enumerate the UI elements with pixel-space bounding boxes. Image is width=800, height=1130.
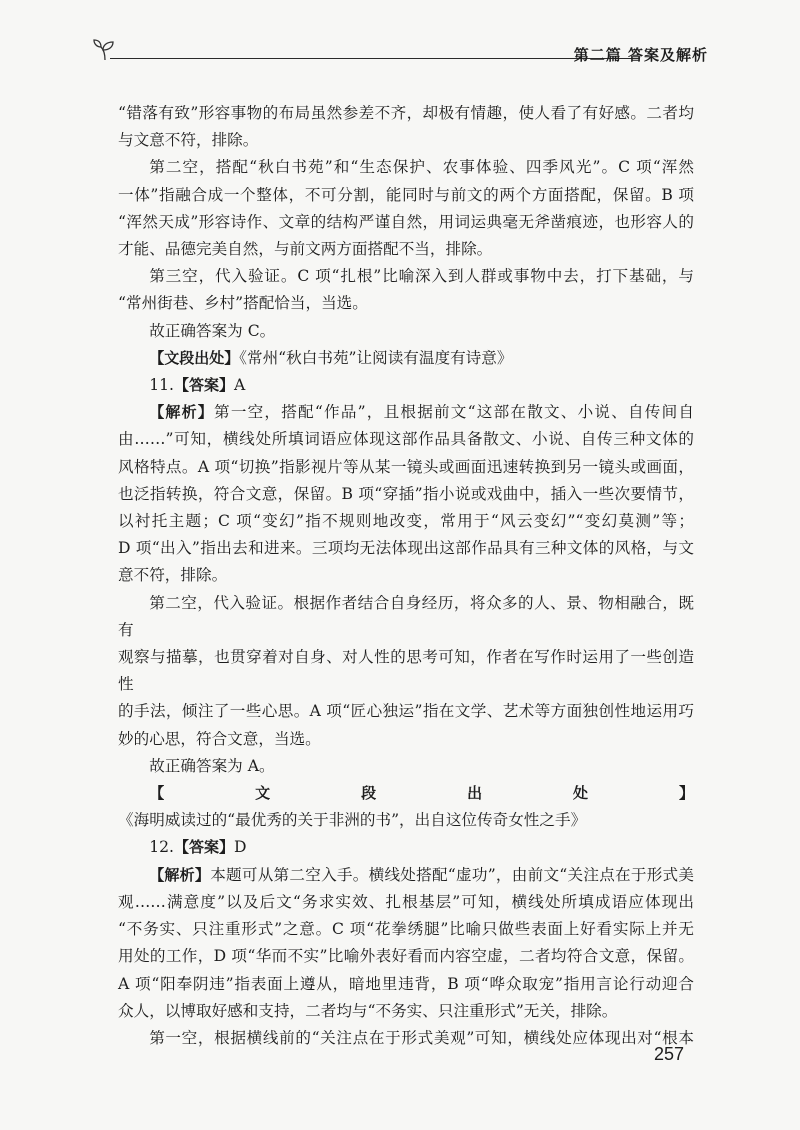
paragraph-line <box>118 481 694 508</box>
line-text: 第一空，根据横线前的“关注点在于形式美观”可知，横线处应体现出对“根本 <box>149 1028 694 1047</box>
paragraph-line <box>118 971 694 998</box>
paragraph-line <box>118 345 694 372</box>
paragraph-line <box>118 943 694 970</box>
line-text: 本题可从第二空入手。横线处搭配“虚功”，由前文“关注点在于形式美 <box>210 865 694 884</box>
line-text: 才能、品德完美自然，与前文两方面搭配不当，排除。 <box>118 240 493 259</box>
line-text: 用处的工作，D 项“华而不实”比喻外表好看而内容空虚，二者均符合文意，保留。 <box>118 947 694 966</box>
paragraph-line <box>118 426 694 453</box>
line-text: 意不符，排除。 <box>118 566 228 585</box>
section-tag: 【解析】 <box>149 403 215 422</box>
page-body <box>118 100 694 1052</box>
section-tag: 【答案】 <box>174 838 235 857</box>
line-text: 第二空，代入验证。根据作者结合自身经历，将众多的人、景、物相融合，既有 <box>118 593 694 639</box>
item-number: 12. <box>149 838 174 857</box>
paragraph-line <box>118 644 694 698</box>
paragraph-line <box>118 127 694 154</box>
section-tag: 【答案】 <box>174 376 235 395</box>
line-text: “错落有致”形容事物的布局虽然参差不齐，却极有情趣，使人看了有好感。二者均 <box>118 104 694 122</box>
paragraph-line <box>118 372 694 399</box>
line-text: “不务实、只注重形式”之意。C 项“花拳绣腿”比喻只做些表面上好看实际上并无 <box>118 920 694 939</box>
line-text: 第三空，代入验证。C 项“扎根”比喻深入到人群或事物中去，打下基础，与 <box>149 267 694 286</box>
paragraph-line <box>118 154 694 181</box>
running-header <box>92 38 708 72</box>
line-text: 故正确答案为 A。 <box>149 756 275 775</box>
line-text: “常州街巷、乡村”搭配恰当，当选。 <box>118 294 368 313</box>
paragraph-line <box>118 182 694 209</box>
line-text: 风格特点。A 项“切换”指影视片等从某一镜头或画面迅速转换到另一镜头或画面， <box>118 457 694 476</box>
line-text: 故正确答案为 C。 <box>149 321 276 340</box>
section-tag: 【文段出处】 <box>149 784 694 803</box>
line-text: D <box>234 838 247 857</box>
paragraph-line <box>118 290 694 317</box>
paragraph-line <box>118 454 694 481</box>
paragraph-line <box>118 318 694 345</box>
paragraph-line <box>118 998 694 1025</box>
paragraph-line <box>118 753 694 780</box>
paragraph-line <box>118 726 694 753</box>
paragraph-line <box>118 100 694 127</box>
paragraph-line <box>118 535 694 562</box>
line-text: A 项“阳奉阴违”指表面上遵从，暗地里违背，B 项“哗众取宠”指用言论行动迎合 <box>118 974 694 993</box>
paragraph-line <box>118 209 694 236</box>
line-text: 众人，以博取好感和支持，二者均与“不务实、只注重形式”无关，排除。 <box>118 1001 618 1020</box>
line-text: 与文意不符，排除。 <box>118 131 259 150</box>
line-text: 观察与描摹，也贯穿着对自身、对人性的思考可知，作者在写作时运用了一些创造性 <box>118 648 694 694</box>
paragraph-line <box>118 698 694 725</box>
line-text: 也泛指转换，符合文意，保留。B 项“穿插”指小说或戏曲中，插入一些次要情节， <box>118 484 694 503</box>
paragraph-line <box>118 862 694 889</box>
paragraph-line <box>118 508 694 535</box>
paragraph-line <box>118 263 694 290</box>
paragraph-line <box>118 590 694 644</box>
paragraph-line <box>118 780 694 834</box>
paragraph-line <box>118 236 694 263</box>
paragraph-line <box>118 889 694 916</box>
line-text: A <box>234 376 246 395</box>
line-text: 观……满意度”以及后文“务求实效、扎根基层”可知，横线处所填成语应体现出 <box>118 892 694 911</box>
section-tag: 【解析】 <box>149 865 211 884</box>
line-text: “浑然天成”形容诗作、文章的结构严谨自然，用词运典毫无斧凿痕迹，也形容人的 <box>118 212 694 231</box>
line-text: 第二空，搭配“秋白书苑”和“生态保护、农事体验、四季风光”。C 项“浑然 <box>149 158 694 177</box>
line-text: 一体”指融合成一个整体，不可分割，能同时与前文的两个方面搭配，保留。B 项 <box>118 185 694 204</box>
line-text: D 项“出入”指出去和进来。三项均无法体现出这部作品具有三种文体的风格，与文 <box>118 539 694 558</box>
section-title: 第二篇 答案及解析 <box>573 46 708 64</box>
paragraph-line <box>118 399 694 426</box>
paragraph-line <box>118 1025 694 1052</box>
paragraph-line <box>118 916 694 943</box>
header-rule <box>110 58 640 59</box>
line-text: 《海明威读过的“最优秀的关于非洲的书”，出自这位传奇女性之手》 <box>118 811 587 830</box>
section-tag: 【文段出处】 <box>149 348 240 367</box>
line-text: 妙的心思，符合文意，当选。 <box>118 729 321 748</box>
item-number: 11. <box>149 376 174 395</box>
paragraph-line <box>118 562 694 589</box>
line-text: 由……”可知，横线处所填词语应体现这部作品具备散文、小说、自传三种文体的 <box>118 430 694 449</box>
page-number: 257 <box>654 1044 685 1064</box>
line-text: 的手法，倾注了一些心思。A 项“匠心独运”指在文学、艺术等方面独创性地运用巧 <box>118 702 694 721</box>
line-text: 《常州“秋白书苑”让阅读有温度有诗意》 <box>239 348 513 367</box>
line-text: 第一空，搭配“作品”，且根据前文“这部在散文、小说、自传间自 <box>214 403 694 422</box>
line-text: 以衬托主题；C 项“变幻”指不规则地改变，常用于“风云变幻”“变幻莫测”等； <box>118 512 694 531</box>
paragraph-line <box>118 834 694 861</box>
